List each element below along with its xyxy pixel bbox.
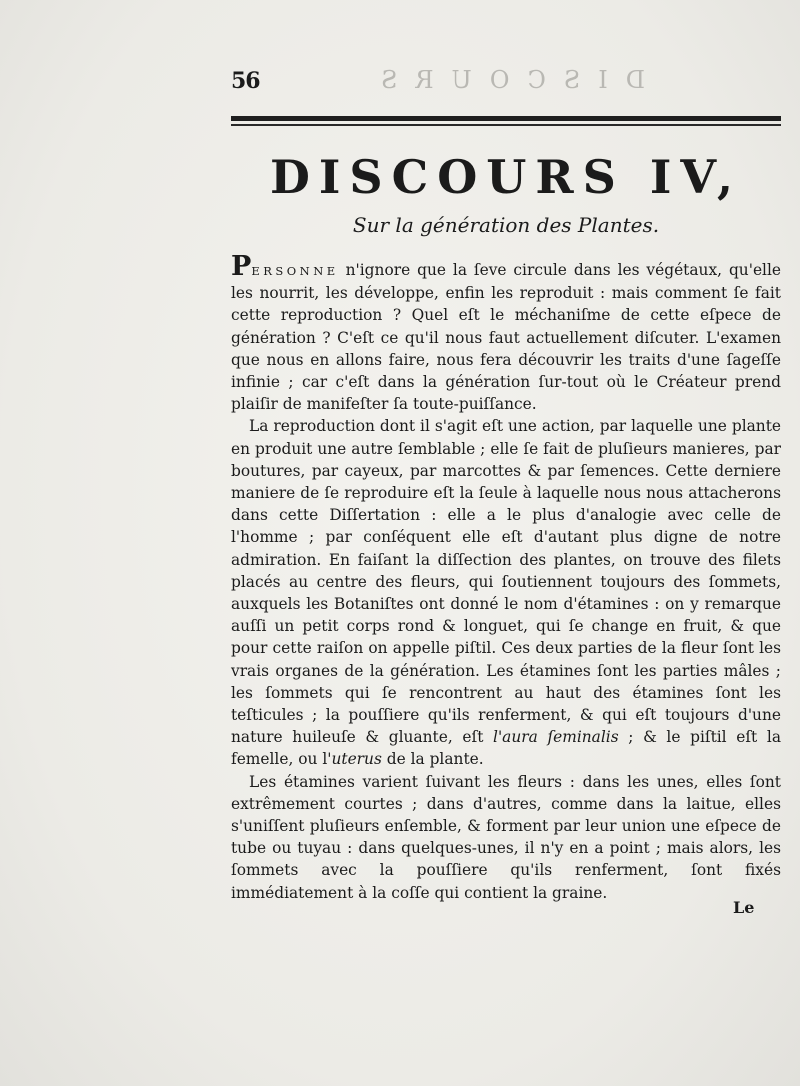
- body-text: [231, 251, 781, 904]
- italic-aura-seminalis: l'aura ſeminalis: [493, 728, 619, 747]
- bleed-through-header: DISCOURS: [363, 66, 645, 94]
- paragraph-2-text: La reproduction dont il s'agit eſt une action, par laquelle une plante en produit une autre ſemblable ; elle ſe fait de pluſieurs manieres, par boutures, par cayeux, par marcottes & par ſemences. Cette derniere maniere de ſe reproduire eſt la ſeule à laquelle nous nous attacherons dans cette Diſſertation : elle a le plus d'analogie avec celle de l'homme ; par conſéquent elle eſt d'autant plus digne de notre admiration. En faiſant la diſſection des plantes, on trouve des filets placés au centre des fleurs, qui ſoutiennent toujours des ſommets, auxquels les Botaniſtes ont donné le nom d'étamines : on y remarque auſſi un petit corps rond & longuet, qui ſe change en fruit, & que pour cette raiſon on appelle piſtil. Ces deux parties de la fleur ſont les vrais organes de la génération. Les étamines ſont les parties mâles ; les ſommets qui ſe rencontrent au haut des étamines ſont les teſticules ; la pouſſiere qu'ils renferment, & qui eſt toujours d'une nature huileuſe & gluante, eſt: [231, 417, 781, 747]
- paragraph-2: [231, 415, 781, 770]
- header-rule-thick: [231, 116, 781, 121]
- paragraph-3-text: Les étamines varient ſuivant les fleurs : dans les unes, elles ſont extrêmement courtes ; dans d'autres, comme dans la laitue, elles s'uniſſent pluſieurs enſemble, & forment par leur union une eſpece de tube ou tuyau : dans quelques-unes, il n'y en a point ; mais alors, les ſommets avec la pouſſiere qu'ils renferment, ſont fixés immédiatement à la coſſe qui contient la graine.: [231, 772, 781, 902]
- paragraph-2-mid: ; & le piſtil eſt la femelle, ou l': [231, 728, 781, 769]
- paragraph-1: [231, 251, 781, 415]
- page-number: 56: [231, 68, 260, 94]
- italic-uterus: uterus: [331, 750, 382, 769]
- opening-small-caps: ERSONNE: [251, 264, 339, 278]
- catchword: Le: [733, 898, 755, 917]
- header-rule-thin: [231, 124, 781, 126]
- paragraph-3: [231, 771, 781, 904]
- section-subtitle: Sur la génération des Plantes.: [352, 213, 660, 237]
- paragraph-2-end: de la plante.: [381, 750, 484, 769]
- paragraph-1-text: n'ignore que la ſeve circule dans les végétaux, qu'elle les nourrit, les développe, enfin les reproduit : mais comment ſe fait cette reproduction ? Quel eſt le méchaniſme de cette eſpece de génération ? C'eſt ce qu'il nous faut actuellement diſcuter. L'examen que nous en allons faire, nous fera découvrir les traits d'une ſageſſe infinie ; car c'eſt dans la génération ſur-tout où le Créateur prend plaiſir de manifeſter ſa toute-puiſſance.: [231, 261, 781, 414]
- section-title: DISCOURS IV,: [269, 150, 743, 204]
- drop-cap: P: [231, 251, 252, 282]
